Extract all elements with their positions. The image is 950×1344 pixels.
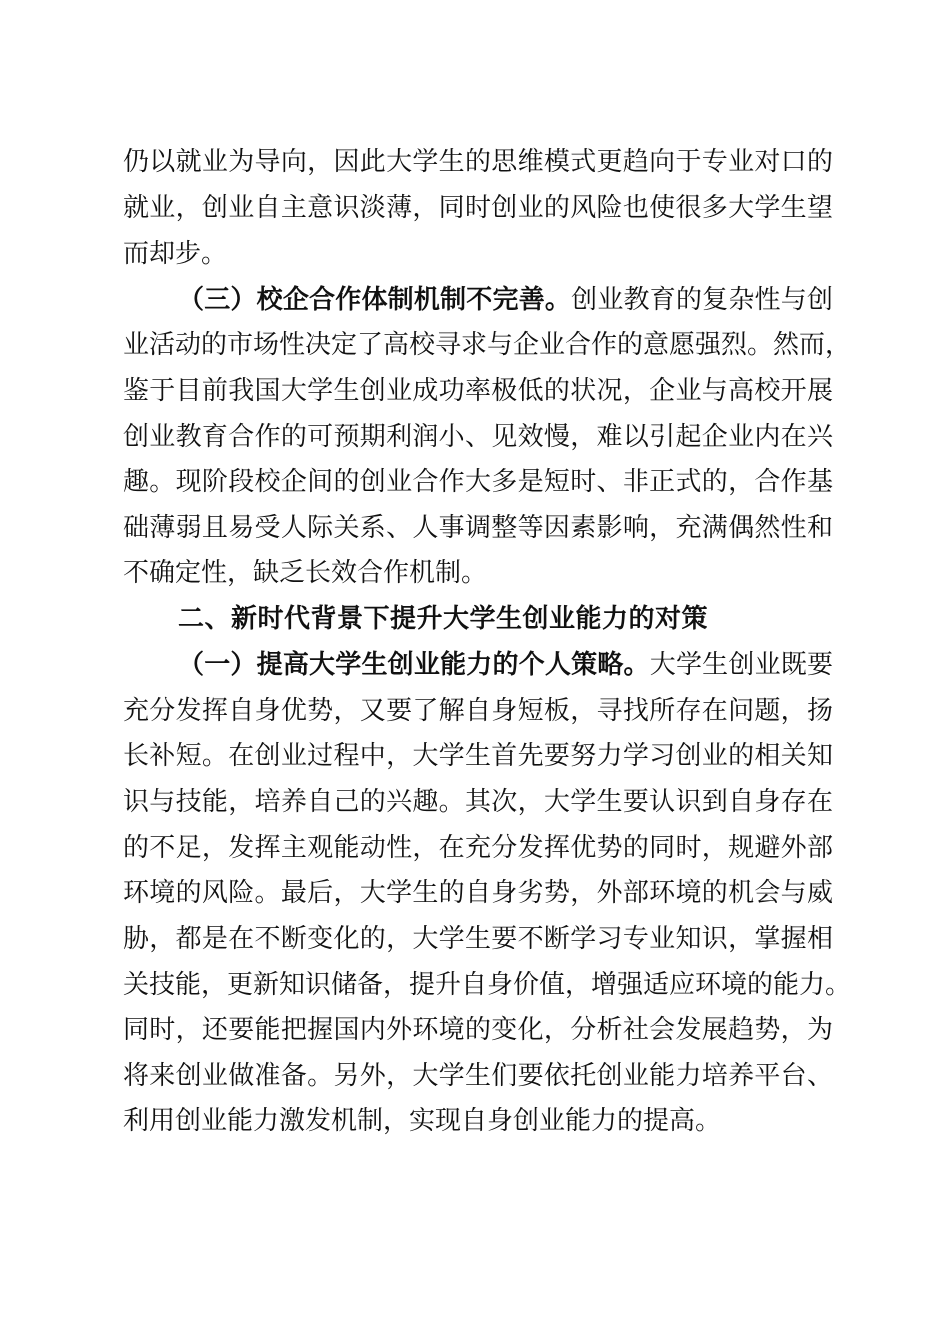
- section-one-line-11: [123, 1102, 950, 1140]
- section-three-line-6-text: 础薄弱且易受人际关系、人事调整等因素影响，充满偶然性和: [123, 513, 833, 543]
- section-three-lead: （三）校企合作体制机制不完善。: [178, 285, 572, 315]
- section-three-line-7: [123, 554, 950, 592]
- section-three-line-5-text: 趣。现阶段校企间的创业合作大多是短时、非正式的，合作基: [123, 467, 833, 497]
- section-one-first-line-rest: 大学生创业既要: [649, 650, 833, 680]
- section-three-line-6: [123, 509, 950, 547]
- heading-two: [178, 600, 950, 638]
- heading-two-text: 二、新时代背景下提升大学生创业能力的对策: [178, 604, 709, 634]
- section-one-line-9-text: 同时，还要能把握国内外环境的变化，分析社会发展趋势，为: [123, 1015, 833, 1045]
- section-one-line-9: [123, 1011, 950, 1049]
- section-three-line-4-text: 创业教育合作的可预期利润小、见效慢，难以引起企业内在兴: [123, 422, 833, 452]
- section-three-first-line: [178, 281, 950, 319]
- section-three-line-4: [123, 418, 950, 456]
- continuation-line-1-text: 仍以就业为导向，因此大学生的思维模式更趋向于专业对口的: [123, 147, 833, 177]
- section-one-line-2: [123, 692, 950, 730]
- section-one-line-8: [123, 966, 950, 1004]
- continuation-line-3: [123, 235, 950, 273]
- section-one-line-8-text: 关技能，更新知识储备，提升自身价值，增强适应环境的能力。: [123, 970, 852, 1000]
- section-three-line-3-text: 鉴于目前我国大学生创业成功率极低的状况，企业与高校开展: [123, 376, 833, 406]
- section-one-line-3-text: 长补短。在创业过程中，大学生首先要努力学习创业的相关知: [123, 741, 833, 771]
- section-one-line-7: [123, 920, 950, 958]
- section-one-line-4: [123, 783, 950, 821]
- section-one-line-6-text: 环境的风险。最后，大学生的自身劣势，外部环境的机会与威: [123, 878, 833, 908]
- continuation-line-2-text: 就业，创业自主意识淡薄，同时创业的风险也使很多大学生望: [123, 193, 833, 223]
- section-three-line-7-text: 不确定性，缺乏长效合作机制。: [123, 558, 488, 588]
- continuation-line-1: [123, 143, 950, 181]
- section-three-line-5: [123, 463, 950, 501]
- continuation-line-2: [123, 189, 950, 227]
- section-one-line-10: [123, 1057, 950, 1095]
- section-three-first-line-rest: 创业教育的复杂性与创: [571, 285, 833, 315]
- section-one-line-5: [123, 829, 950, 867]
- section-one-line-2-text: 充分发挥自身优势，又要了解自身短板，寻找所存在问题，扬: [123, 696, 833, 726]
- section-one-line-4-text: 识与技能，培养自己的兴趣。其次，大学生要认识到自身存在: [123, 787, 833, 817]
- section-three-line-2: [123, 326, 950, 364]
- section-one-line-6: [123, 874, 950, 912]
- section-three-line-3: [123, 372, 950, 410]
- section-one-first-line-text: [178, 646, 833, 684]
- section-one-first-line: [178, 646, 950, 684]
- section-one-line-3: [123, 737, 950, 775]
- section-one-lead: （一）提高大学生创业能力的个人策略。: [178, 650, 650, 680]
- section-one-line-10-text: 将来创业做准备。另外，大学生们要依托创业能力培养平台、: [123, 1061, 833, 1091]
- section-three-line-2-text: 业活动的市场性决定了高校寻求与企业合作的意愿强烈。然而，: [123, 330, 852, 360]
- section-one-line-7-text: 胁，都是在不断变化的，大学生要不断学习专业知识，掌握相: [123, 924, 833, 954]
- section-three-first-line-text: [178, 281, 833, 319]
- section-one-line-11-text: 利用创业能力激发机制，实现自身创业能力的提高。: [123, 1106, 722, 1136]
- continuation-line-3-text: 而却步。: [123, 239, 228, 269]
- section-one-line-5-text: 的不足，发挥主观能动性，在充分发挥优势的同时，规避外部: [123, 833, 833, 863]
